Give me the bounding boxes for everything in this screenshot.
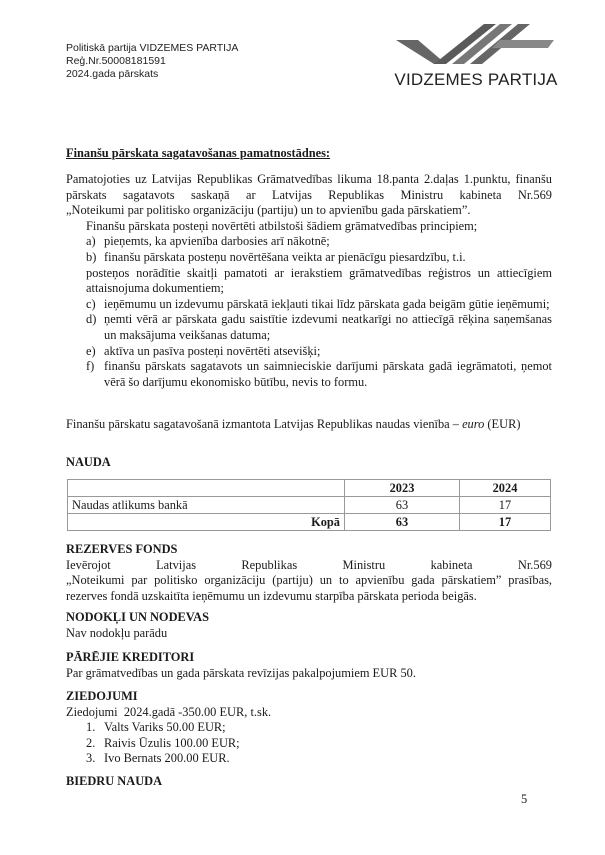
- table-header-row: 2023 2024: [68, 480, 551, 497]
- party-logo: [388, 18, 568, 90]
- list-item: b) finanšu pārskata posteņu novērtēšana veikta ar pienācīgu piesardzību, t.i.: [86, 249, 466, 264]
- list-item: d) ņemti vērā ar pārskata gadu saistītie izdevumi neatkarīgi no attiecīgā rēķina saņemšanas un maksājuma veikšanas datuma;: [86, 312, 552, 342]
- ziedojumi-title: ZIEDOJUMI: [66, 689, 138, 703]
- principles-section: [66, 172, 552, 390]
- nodokli-title: NODOKĻI UN NODEVAS: [66, 610, 209, 624]
- report-year: 2024.gada pārskats: [66, 68, 159, 80]
- table-total-row: Kopā 63 17: [68, 514, 551, 531]
- intro-line: Pamatojoties uz Latvijas Republikas Grāmatvedības likuma 18.panta 2.daļas 1.punktu, finanšu: [66, 172, 552, 186]
- nodokli-section: NODOKĻI UN NODEVAS Nav nodokļu parādu: [66, 610, 552, 641]
- list-item: 3. Ivo Bernats 200.00 EUR.: [86, 751, 230, 766]
- list-item: a) pieņemts, ka apvienība darbosies arī nākotnē;: [86, 234, 330, 249]
- logo-text: VIDZEMES PARTIJA: [394, 70, 558, 89]
- page-number: 5: [521, 792, 528, 806]
- biedru-title: BIEDRU NAUDA: [66, 774, 163, 788]
- registration-number: Reģ.Nr.50008181591: [66, 55, 166, 67]
- principles-title: Finanšu pārskata sagatavošanas pamatnostādnes:: [66, 146, 331, 160]
- principles-lead: Finanšu pārskata posteņi novērtēti atbilstoši šādiem grāmatvedības principiem;: [86, 218, 478, 233]
- list-item: 2. Raivis Ūzulis 100.00 EUR;: [86, 735, 240, 750]
- list-item: c) ieņēmumu un izdevumu pārskatā iekļauti tikai līdz pārskata gada beigām gūtie ieņēmumi;: [86, 296, 550, 311]
- intro-line: pārskats sagatavots saskaņā ar Latvijas Republikas Ministru kabineta Nr.569: [66, 187, 552, 202]
- kreditori-section: PĀRĒJIE KREDITORI Par grāmatvedības un gada pārskata revīzijas pakalpojumiem EUR 50.: [66, 650, 552, 681]
- kreditori-title: PĀRĒJIE KREDITORI: [66, 650, 195, 664]
- cash-table: [67, 479, 551, 531]
- document-header: [66, 42, 238, 81]
- rezerves-section: REZERVES FONDS Ievērojot Latvijas Republikas Ministru kabineta Nr.569 „Noteikumi par politisko organizāciju (partiju) un to apvienību gada pārskatiem” prasības, rezerves fondā uzskaitīta ieņēmumu un izdevumu starpība pārskata perioda beigās.: [66, 542, 552, 603]
- table-row: Naudas atlikums bankā 63 17: [68, 497, 551, 514]
- list-item: e) aktīva un pasīva posteņi novērtēti atsevišķi;: [86, 343, 321, 358]
- intro-line: „Noteikumi par politisko organizāciju (partiju) un to apvienību gada pārskatiem”.: [66, 203, 471, 218]
- logo-chevron-icon: [388, 18, 568, 70]
- list-continuation: posteņos norādītie skaitļi pamatoti ar ierakstiem grāmatvedības reģistros un attiecīgiem attaisnojuma dokumentiem;: [86, 265, 552, 296]
- nauda-title: NAUDA: [66, 455, 111, 469]
- party-name: Politiskā partija VIDZEMES PARTIJA: [66, 42, 239, 54]
- ziedojumi-section: ZIEDOJUMI Ziedojumi 2024.gadā -350.00 EUR, t.sk. 1. Valts Variks 50.00 EUR; 2. Raivis Ūzulis 100.00 EUR; 3. Ivo Bernats 200.00 EUR.: [66, 689, 552, 767]
- list-item: 1. Valts Variks 50.00 EUR;: [86, 720, 226, 735]
- currency-note: Finanšu pārskatu sagatavošanā izmantota Latvijas Republikas naudas vienība – euro (EUR): [66, 417, 521, 431]
- rezerves-title: REZERVES FONDS: [66, 542, 178, 556]
- list-item: f) finanšu pārskats sagatavots un saimnieciskie darījumi pārskata gadā iegrāmatoti, ņemot vērā šo darījumu ekonomisko būtību, nevis to formu.: [86, 359, 552, 389]
